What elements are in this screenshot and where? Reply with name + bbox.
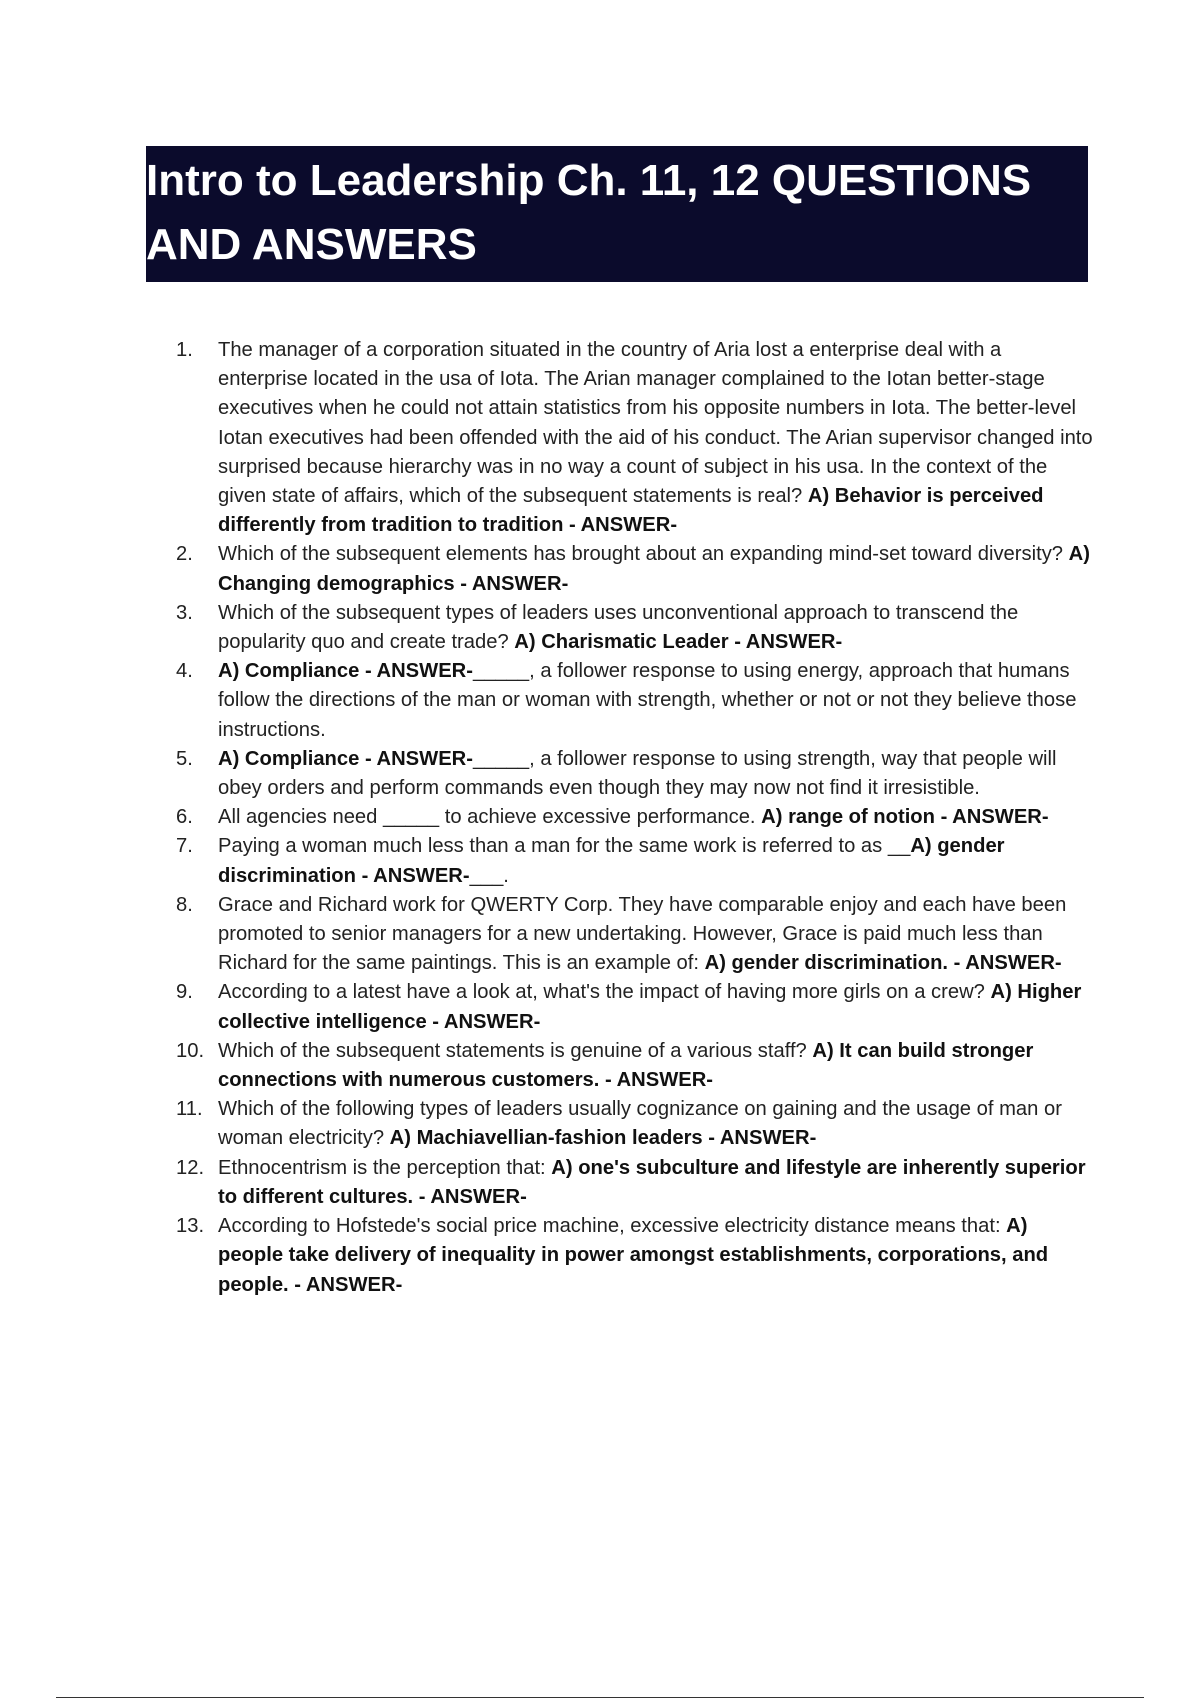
question-text: According to a latest have a look at, what's the impact of having more girls on a crew? — [218, 981, 991, 1004]
item-number: 13. — [176, 1215, 205, 1238]
item-number: 11. — [176, 1098, 203, 1121]
question-text-continued: ___. — [469, 864, 509, 887]
question-list — [176, 336, 1096, 1300]
answer-text: A) one's subculture and lifestyle are inherently superior to different cultures. - ANSWER- — [218, 1156, 1086, 1208]
answer-text: A) Higher collective intelligence - ANSWER- — [218, 981, 1082, 1033]
item-number: 7. — [176, 835, 193, 858]
answer-text: A) It can build stronger connections with numerous customers. - ANSWER- — [218, 1039, 1034, 1092]
answer-text: A) gender discrimination - ANSWER- — [218, 835, 1005, 887]
answer-text: A) Behavior is perceived differently from tradition to tradition - ANSWER- — [218, 485, 1044, 537]
question-text: All agencies need _____ to achieve excessive performance. — [218, 806, 762, 829]
item-number: 9. — [176, 981, 193, 1004]
item-number: 3. — [176, 601, 193, 624]
question-text: Paying a woman much less than a man for the same work is referred to as __ — [218, 835, 911, 858]
bottom-divider — [56, 1697, 1144, 1698]
list-item — [176, 1037, 1096, 1095]
list-item — [176, 832, 1096, 890]
answer-text: A) range of notion - ANSWER- — [761, 806, 1049, 829]
question-text-continued: _____, a follower response to using strength, way that people will obey orders and perform commands even though they may now not find it irresistible. — [218, 747, 1057, 800]
document-title — [146, 146, 1088, 282]
question-text: Ethnocentrism is the perception that: — [218, 1156, 552, 1179]
answer-text: A) gender discrimination. - ANSWER- — [704, 952, 1062, 975]
answer-text: A) Compliance - ANSWER- — [218, 747, 473, 770]
item-number: 5. — [176, 747, 193, 770]
question-text: Which of the following types of leaders usually cognizance on gaining and the usage of man or woman electricity? — [218, 1098, 1062, 1150]
answer-text: A) Compliance - ANSWER- — [218, 660, 473, 683]
list-item — [176, 657, 1096, 745]
question-text: Grace and Richard work for QWERTY Corp. They have comparable enjoy and each have been promoted to senior managers for a new undertaking. However, Grace is paid much less than Richard for the same paintings. This is an example of: — [218, 893, 1067, 975]
item-number: 1. — [176, 339, 193, 361]
list-item — [176, 599, 1096, 657]
title-line-1: Intro to Leadership Ch. 11, 12 QUESTIONS — [146, 156, 1032, 205]
list-item — [176, 803, 1096, 832]
question-text: Which of the subsequent types of leaders uses unconventional approach to transcend the popularity quo and create trade? — [218, 601, 1019, 654]
list-item — [176, 1212, 1096, 1300]
item-number: 2. — [176, 543, 193, 566]
item-number: 12. — [176, 1156, 205, 1179]
item-number: 4. — [176, 660, 193, 683]
list-item — [176, 540, 1096, 598]
list-item — [176, 1095, 1096, 1153]
item-number: 10. — [176, 1039, 205, 1062]
question-text: Which of the subsequent statements is genuine of a various staff? — [218, 1039, 813, 1062]
question-text: Which of the subsequent elements has brought about an expanding mind-set toward diversity? — [218, 543, 1069, 566]
answer-text: A) Machiavellian-fashion leaders - ANSWER- — [389, 1127, 817, 1150]
title-line-2: AND ANSWERS — [146, 220, 477, 269]
list-item — [176, 745, 1096, 803]
question-text: According to Hofstede's social price machine, excessive electricity distance means that: — [218, 1215, 1007, 1238]
item-number: 8. — [176, 893, 193, 916]
item-number: 6. — [176, 806, 193, 829]
question-text: The manager of a corporation situated in the country of Aria lost a enterprise deal with a enterprise located in the usa of Iota. The Arian manager complained to the Iotan better-stage executives when he could not attain statistics from his opposite numbers in Iota. The better-level Iotan executives had been offended with the aid of his conduct. The Arian supervisor changed into surprised because hierarchy was in no way a count of subject in his usa. In the context of the given state of affairs, which of the subsequent statements is real? — [218, 339, 1093, 508]
question-text-continued: _____, a follower response to using energy, approach that humans follow the directions of the man or woman with strength, whether or not or not they believe those instructions. — [218, 660, 1077, 741]
list-item — [176, 978, 1096, 1036]
answer-text: A) Changing demographics - ANSWER- — [218, 543, 1090, 595]
answer-text: A) people take delivery of inequality in power amongst establishments, corporations, and people. - ANSWER- — [218, 1215, 1049, 1296]
answer-text: A) Charismatic Leader - ANSWER- — [514, 631, 843, 654]
list-item — [176, 891, 1096, 979]
list-item — [176, 336, 1096, 540]
list-item — [176, 1154, 1096, 1212]
